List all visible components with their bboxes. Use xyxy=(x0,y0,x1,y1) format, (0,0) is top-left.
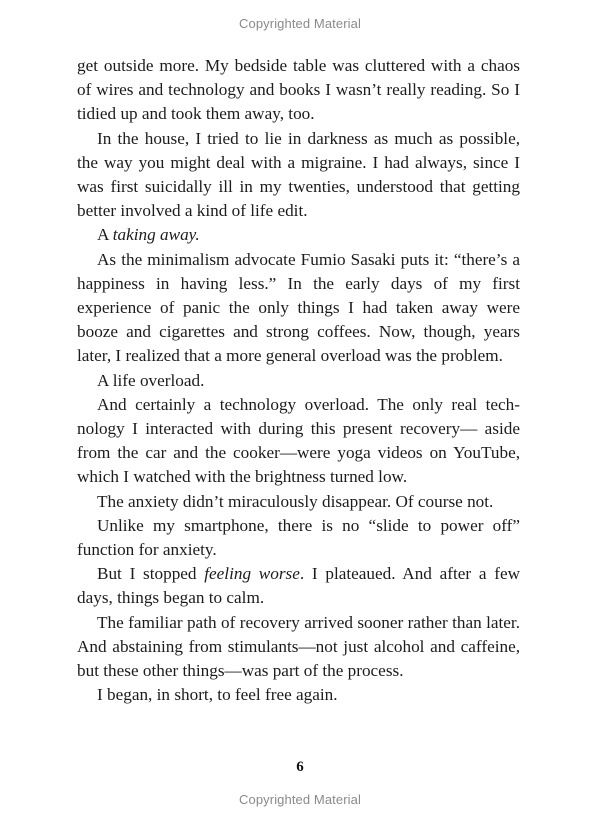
page-number: 6 xyxy=(296,759,304,775)
page-body-text xyxy=(77,54,520,707)
copyright-watermark-bottom: Copyrighted Material xyxy=(239,792,361,807)
paragraph xyxy=(77,248,520,369)
paragraph xyxy=(77,514,520,562)
paragraph-text: I began, in short, to feel free again. xyxy=(97,685,338,705)
paragraph-text: get outside more. My bedside table was cluttered with a chaos of wires and technology and books I wasn’t really reading. So I tidied up and took them away, too. xyxy=(77,56,520,124)
paragraph xyxy=(77,562,520,610)
paragraph-text: Unlike my smartphone, there is no “slide to power off” function for anxiety. xyxy=(77,515,520,560)
paragraph-text: And certainly a technology overload. The only real technology I interacted with during this present recovery— aside from the car and the cooker—were yoga videos on YouTube, which I watched with the brightness turned low. xyxy=(77,394,520,487)
paragraph xyxy=(77,223,520,247)
paragraph-text: A life overload. xyxy=(97,370,205,390)
paragraph-text: . I plateaued. And after a few days, things began to calm. xyxy=(77,564,520,608)
emphasis-text: taking away. xyxy=(112,225,200,245)
emphasis-text: feeling worse xyxy=(204,564,300,584)
paragraph xyxy=(77,393,520,490)
paragraph xyxy=(77,611,520,684)
copyright-watermark-top: Copyrighted Material xyxy=(239,16,361,31)
paragraph xyxy=(77,490,520,514)
paragraph-text: The anxiety didn’t miraculously disappear. Of course not. xyxy=(97,491,494,511)
paragraph xyxy=(77,369,520,393)
paragraph xyxy=(77,127,520,224)
paragraph-text: As the minimalism advocate Fumio Sasaki puts it: “there’s a happiness in having less.” In the early days of my first experience of panic the only things I had taken away were booze and cigarettes and strong coffees. Now, though, years later, I realized that a more general overload was the problem. xyxy=(77,249,520,366)
paragraph-text: But I stopped xyxy=(97,564,205,584)
paragraph xyxy=(77,54,520,127)
paragraph xyxy=(77,683,520,707)
paragraph-text: In the house, I tried to lie in darkness as much as possible, the way you might deal with a migraine. I had always, since I was first suicidally ill in my twenties, understood that getting better involved a kind of life edit. xyxy=(77,128,520,221)
paragraph-text: The familiar path of recovery arrived sooner rather than later. And abstaining from stimulants—not just alcohol and caffeine, but these other things—was part of the process. xyxy=(77,612,520,681)
paragraph-text: A xyxy=(97,225,113,245)
